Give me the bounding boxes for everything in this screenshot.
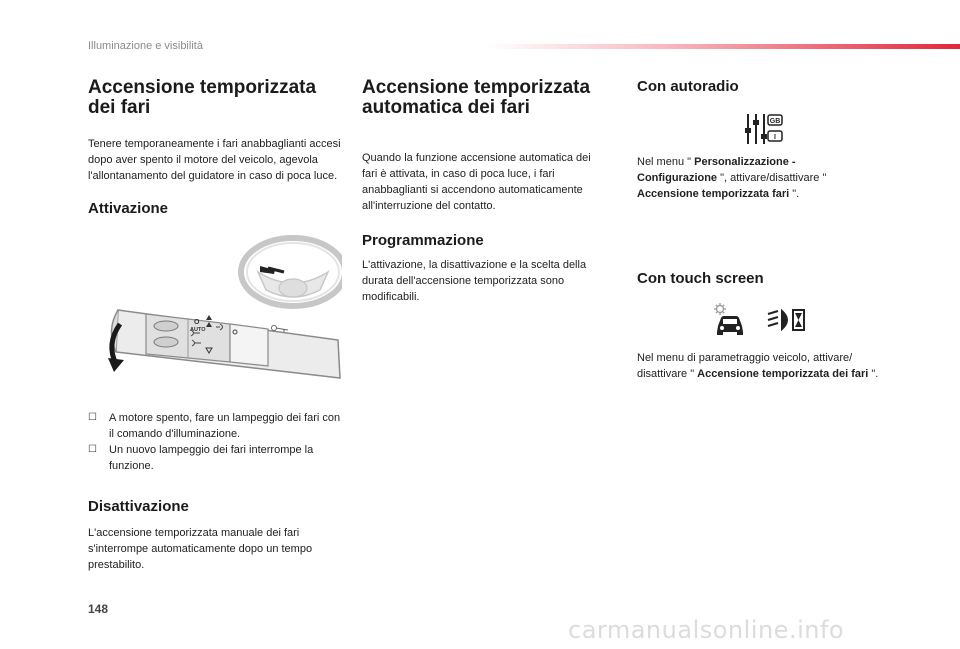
headlight-timer-icon: [766, 308, 806, 332]
programming-text: L'attivazione, la disattivazione e la scelta della durata dell'accensione temporizzata sono modificabili.: [362, 259, 587, 303]
touch-heading: Con touch screen: [637, 270, 764, 287]
i-label: I: [774, 134, 776, 141]
radio-heading: Con autoradio: [637, 78, 739, 95]
steering-wheel-icon: [241, 238, 342, 306]
section-title: Illuminazione e visibilità: [88, 40, 203, 52]
gb-label: GB: [769, 118, 781, 125]
vehicle-settings-icon: [712, 302, 748, 336]
touch-text: Nel menu di parametraggio veicolo, attivare/ disattivare " Accensione temporizzata dei fari ".: [637, 352, 879, 380]
watermark: carmanualsonline.info: [568, 616, 845, 644]
touch-instructions: [637, 350, 881, 382]
stalk-label-o: O: [194, 319, 200, 326]
manual-title-line1: Accensione temporizzata: [88, 77, 317, 98]
manual-title-line2: dei fari: [88, 97, 151, 118]
touch-section: [637, 270, 877, 287]
column-settings: [637, 78, 877, 95]
deactivation-text: L'accensione temporizzata manuale dei fari s'interrompe automaticamente dopo un tempo prestabilito.: [88, 527, 313, 571]
page-number: 148: [88, 602, 109, 616]
manual-title: [88, 78, 342, 118]
deactivation-heading: Disattivazione: [88, 498, 189, 515]
list-item: ☐ A motore spento, fare un lampeggio dei fari con il comando d'illuminazione.: [88, 412, 341, 440]
column-automatic-lighting: [362, 78, 608, 305]
radio-settings-icon: [744, 112, 784, 148]
lighting-stalk-illustration: [88, 232, 342, 382]
auto-intro: Quando la funzione accensione automatica dei fari è attivata, in caso di poca luce, i fari anabbaglianti si accendono automaticamente all'interruzione del contatto.: [362, 152, 591, 212]
stalk-body: [111, 310, 340, 378]
programming-heading: Programmazione: [362, 232, 484, 249]
radio-instructions: [637, 154, 877, 202]
manual-intro: Tenere temporaneamente i fari anabbaglianti accesi dopo aver spento il motore del veicolo, agevola l'allontanamento del guidatore in caso di poca luce.: [88, 138, 341, 182]
stalk-label-auto: AUTO: [190, 327, 206, 333]
checkbox-bullet-icon: ☐: [88, 444, 97, 455]
header-accent-bar: [488, 44, 960, 49]
activation-heading: Attivazione: [88, 200, 169, 217]
auto-title: [362, 78, 608, 118]
list-item: ☐ Un nuovo lampeggio dei fari interrompe la funzione.: [88, 444, 314, 472]
auto-title-line1: Accensione temporizzata: [362, 77, 591, 98]
checkbox-bullet-icon: ☐: [88, 412, 97, 423]
activation-steps: [88, 410, 342, 573]
radio-text: Nel menu " Personalizzazione - Configurazione ", attivare/disattivare " Accensione temporizzata fari ".: [637, 156, 827, 200]
column-manual-lighting: [88, 78, 342, 217]
auto-title-line2: automatica dei fari: [362, 97, 530, 118]
